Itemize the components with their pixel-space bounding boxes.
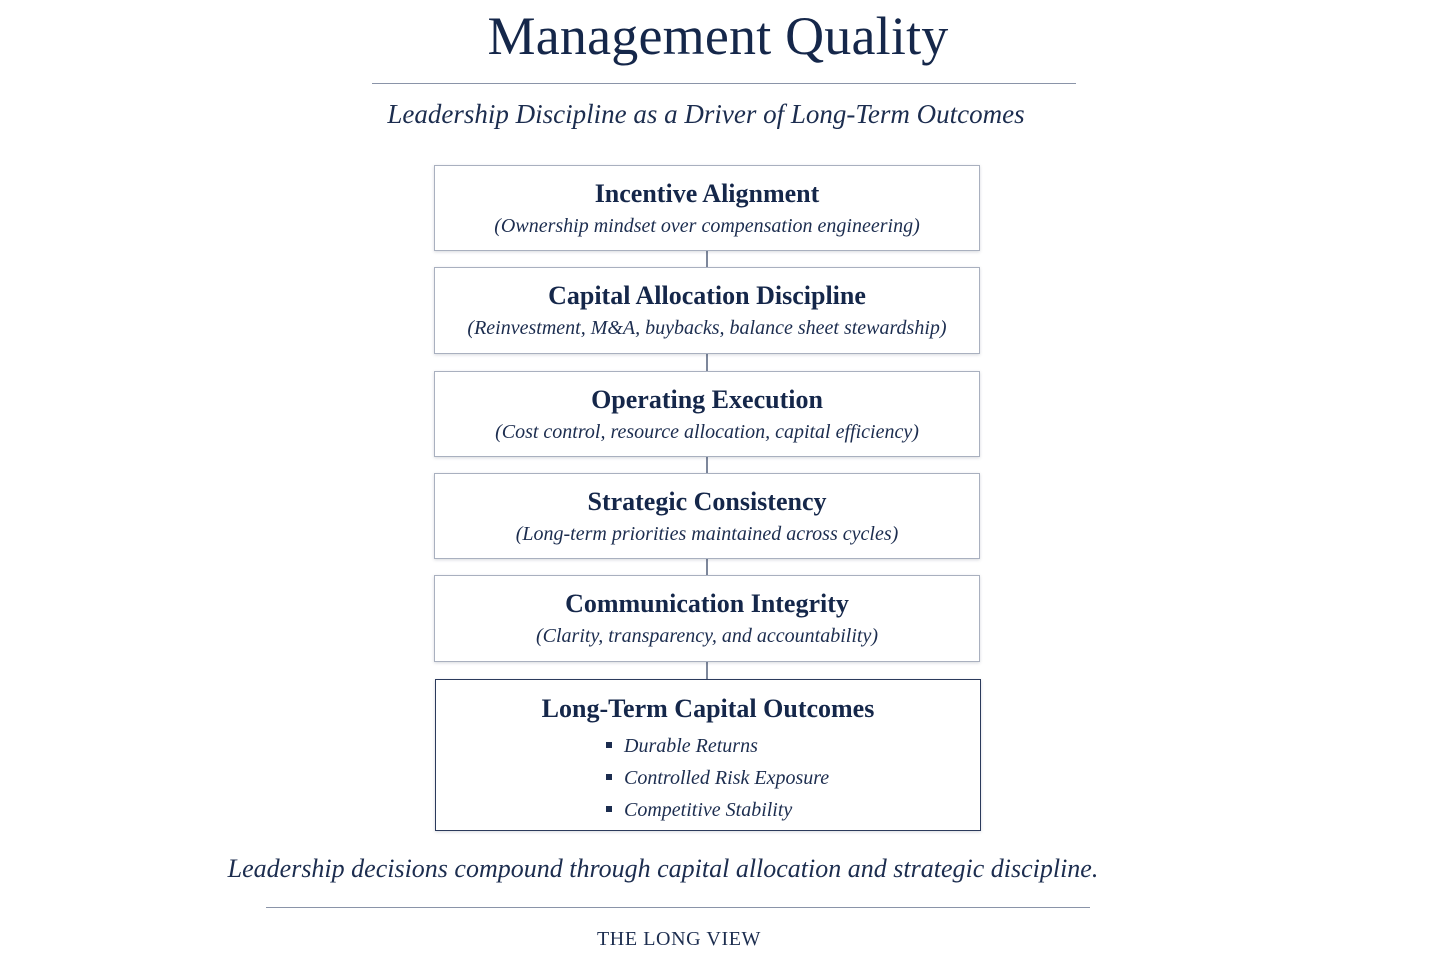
connector-4-5 xyxy=(706,558,708,576)
step-box-capital-allocation-discipline xyxy=(434,267,980,354)
connector-2-3 xyxy=(706,353,708,372)
outcome-item xyxy=(606,762,829,794)
page-subtitle: Leadership Discipline as a Driver of Long-Term Outcomes xyxy=(387,99,1025,129)
step-box-communication-integrity xyxy=(434,575,980,662)
connector-3-4 xyxy=(706,456,708,474)
outcome-heading: Long-Term Capital Outcomes xyxy=(541,694,875,723)
outcome-list xyxy=(606,730,829,826)
bullet-icon xyxy=(606,806,612,812)
outcome-item xyxy=(606,730,829,762)
bullet-icon xyxy=(606,774,612,780)
outcome-item-label: Competitive Stability xyxy=(624,799,793,821)
connector-1-2 xyxy=(706,250,708,268)
page-title: Management Quality xyxy=(487,6,949,66)
outcome-item-label: Durable Returns xyxy=(624,735,758,757)
outcome-box xyxy=(435,679,981,831)
tagline: Leadership decisions compound through capital allocation and strategic discipline. xyxy=(227,854,1099,883)
outcome-item-label: Controlled Risk Exposure xyxy=(624,767,830,789)
step-description: (Clarity, transparency, and accountability) xyxy=(536,625,878,647)
outcome-item xyxy=(606,794,829,826)
step-heading: Strategic Consistency xyxy=(587,487,827,516)
footer-brand: THE LONG VIEW xyxy=(596,928,762,950)
step-description: (Cost control, resource allocation, capital efficiency) xyxy=(495,421,919,443)
step-description: (Long-term priorities maintained across cycles) xyxy=(515,523,899,545)
footer-divider xyxy=(266,907,1090,908)
step-heading: Capital Allocation Discipline xyxy=(548,281,866,310)
step-heading: Operating Execution xyxy=(591,385,823,414)
step-heading: Communication Integrity xyxy=(565,589,849,618)
title-divider xyxy=(372,83,1076,84)
step-description: (Ownership mindset over compensation engineering) xyxy=(494,215,920,237)
connector-5-outcome xyxy=(706,661,708,680)
step-description: (Reinvestment, M&A, buybacks, balance sheet stewardship) xyxy=(467,317,947,339)
step-box-incentive-alignment xyxy=(434,165,980,251)
step-box-operating-execution xyxy=(434,371,980,457)
step-box-strategic-consistency xyxy=(434,473,980,559)
bullet-icon xyxy=(606,742,612,748)
step-heading: Incentive Alignment xyxy=(594,179,820,208)
